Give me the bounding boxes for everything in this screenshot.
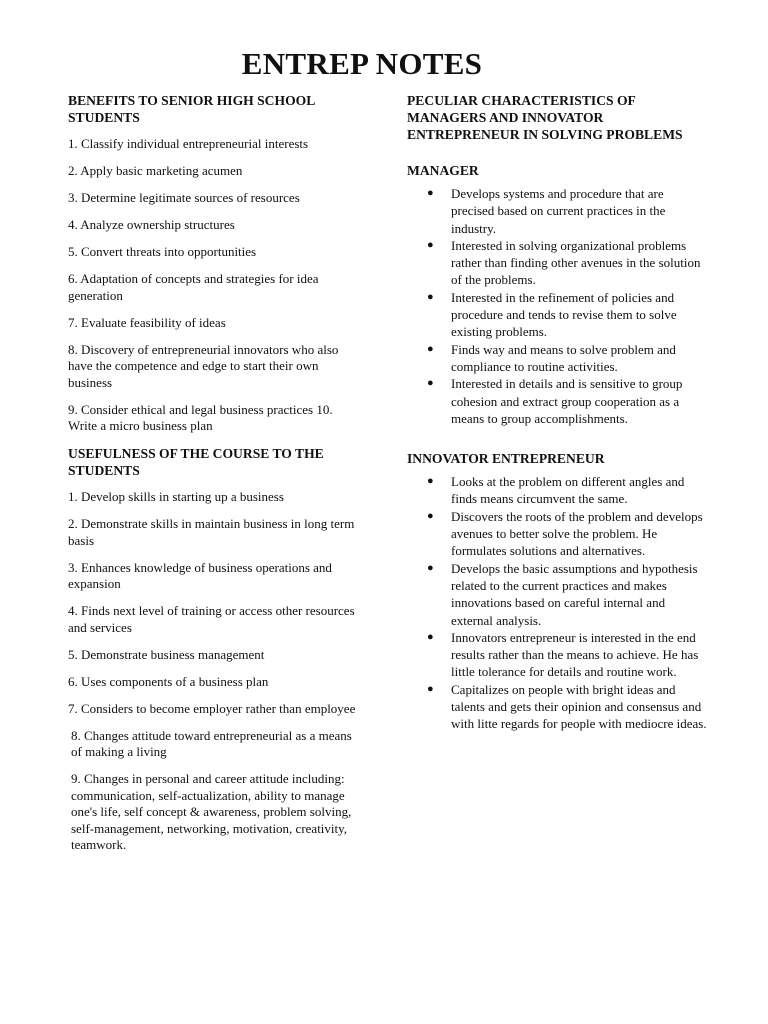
benefit-item: 4. Analyze ownership structures	[68, 217, 235, 232]
usefulness-list	[68, 489, 360, 854]
list-item	[407, 341, 707, 376]
usefulness-item: 6. Uses components of a business plan	[68, 673, 269, 689]
benefits-list	[68, 136, 360, 435]
bullet-icon: ●	[427, 682, 434, 695]
usefulness-heading: USEFULNESS OF THE COURSE TO THE STUDENTS	[68, 446, 324, 478]
list-item-text: Capitalizes on people with bright ideas and talents and gets their opinion and consensus and with litte regards for people with mediocre ideas.	[451, 681, 707, 732]
bullet-icon: ●	[427, 509, 434, 522]
list-item-text: Innovators entrepreneur is interested in the end results rather than the means to achieve. He has little tolerance for details and routine work.	[451, 629, 699, 680]
benefits-heading: BENEFITS TO SENIOR HIGH SCHOOL STUDENTS	[68, 93, 315, 125]
right-column	[407, 92, 707, 733]
benefit-item: 2. Apply basic marketing acumen	[68, 163, 243, 178]
list-item-text: Develops systems and procedure that are precised based on current practices in the industry.	[451, 186, 666, 236]
usefulness-item: 3. Enhances knowledge of business operations and expansion	[68, 559, 332, 591]
list-item	[407, 185, 707, 237]
benefit-item: 9. Consider ethical and legal business practices 10. Write a micro business plan	[68, 401, 333, 433]
list-item-text: Finds way and means to solve problem and compliance to routine activities.	[451, 341, 676, 374]
list-item-text: Interested in the refinement of policies and procedure and tends to revise them to solve existing problems.	[451, 289, 677, 340]
bullet-icon: ●	[427, 561, 434, 574]
manager-heading: MANAGER	[407, 163, 479, 178]
bullet-icon: ●	[427, 630, 434, 643]
list-item-text: Discovers the roots of the problem and develops avenues to better solve the problem. He formulates solutions and alternatives.	[451, 508, 703, 559]
benefit-item: 5. Convert threats into opportunities	[68, 244, 257, 259]
usefulness-item: 5. Demonstrate business management	[68, 646, 265, 662]
usefulness-item: 2. Demonstrate skills in maintain business in long term basis	[68, 516, 355, 548]
benefit-item: 7. Evaluate feasibility of ideas	[68, 314, 226, 330]
innovator-heading: INNOVATOR ENTREPRENEUR	[407, 451, 605, 467]
list-item	[407, 375, 707, 427]
characteristics-heading: PECULIAR CHARACTERISTICS OF MANAGERS AND INNOVATOR ENTREPRENEUR IN SOLVING PROBLEMS	[407, 93, 683, 142]
list-item	[407, 560, 707, 629]
list-item	[407, 629, 707, 681]
benefit-item: 3. Determine legitimate sources of resources	[68, 190, 300, 205]
innovator-list	[407, 473, 707, 732]
list-item	[407, 473, 707, 508]
page-title: ENTREP NOTES	[241, 46, 483, 81]
bullet-icon: ●	[427, 290, 434, 303]
benefit-item: 6. Adaptation of concepts and strategies for idea generation	[68, 271, 319, 303]
list-item	[407, 681, 707, 733]
list-item-text: Looks at the problem on different angles and finds means circumvent the same.	[451, 474, 685, 507]
bullet-icon: ●	[427, 238, 434, 251]
left-column	[68, 92, 360, 864]
usefulness-item: 1. Develop skills in starting up a business	[68, 489, 284, 504]
list-item	[407, 508, 707, 560]
usefulness-item: 9. Changes in personal and career attitude including: communication, self-actualization, ability to manage one's life, self concept & awareness, problem solving, self-management, networking, motivation, creativity, teamwork.	[71, 771, 352, 852]
list-item	[407, 289, 707, 341]
bullet-icon: ●	[427, 187, 434, 199]
bullet-icon: ●	[427, 475, 434, 488]
bullet-icon: ●	[427, 342, 434, 355]
usefulness-item: 7. Considers to become employer rather than employee	[68, 700, 356, 716]
benefit-item: 1. Classify individual entrepreneurial interests	[68, 136, 309, 151]
usefulness-item: 4. Finds next level of training or access other resources and services	[68, 603, 355, 635]
list-item-text: Interested in solving organizational problems rather than finding other avenues in the solution of the problems.	[451, 237, 701, 288]
benefit-item: 8. Discovery of entrepreneurial innovators who also have the competence and edge to start their own business	[68, 341, 339, 390]
manager-list	[407, 185, 707, 427]
usefulness-item: 8. Changes attitude toward entrepreneurial as a means of making a living	[71, 727, 352, 759]
list-item	[407, 237, 707, 289]
list-item-text: Interested in details and is sensitive to group cohesion and extract group cooperation as a means to group accomplishments.	[451, 376, 683, 426]
bullet-icon: ●	[427, 377, 434, 390]
list-item-text: Develops the basic assumptions and hypothesis related to the current practices and makes innovations based on careful internal and external analysis.	[451, 560, 698, 628]
